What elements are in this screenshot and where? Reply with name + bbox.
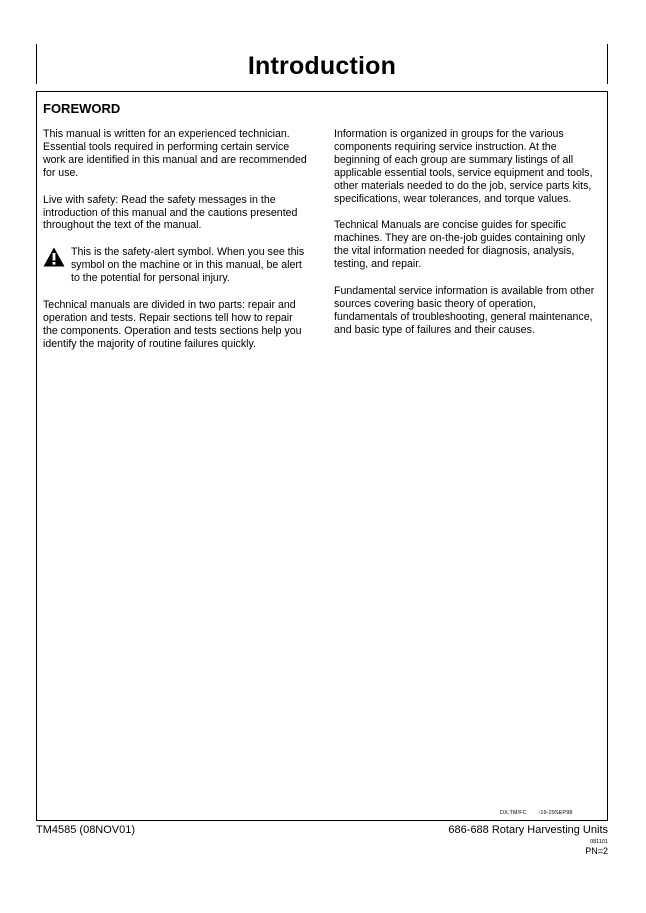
section-title: FOREWORD [43,101,121,116]
paragraph: Live with safety: Read the safety messages in the introduction of this manual and the cautions presented throughout the text of the manual. [43,193,298,232]
safety-alert-text: This is the safety-alert symbol. When you see this symbol on the machine or in this manual, be alert to the potential for personal injury. [71,246,305,285]
paragraph: Technical manuals are divided in two parts: repair and operation and tests. Repair sections tell how to repair the components. Operation and tests sections help you identify the majority of routine failures quickly. [43,299,302,350]
footer-manual-id: TM4585 (08NOV01) [36,824,136,836]
footer-reference-code: DX,TM/FC -19-29SEP98 [500,810,573,816]
paragraph: Technical Manuals are concise guides for specific machines. They are on-the-job guides containing only the vital information needed for diagnosis, analysis, testing, and repair. [334,219,586,271]
page-title: Introduction [247,52,397,80]
safety-alert [43,246,308,285]
footer-manual-title: 686-688 Rotary Harvesting Units [448,824,608,836]
paragraph: This manual is written for an experienced technician. Essential tools required in performing certain service work are identified in this manual and are recommended for use. [43,128,307,179]
left-column [43,128,308,365]
paragraph: Information is organized in groups for the various components requiring service instruction. At the beginning of each group are summary listings of all applicable essential tools, service equipment and tools, other materials needed to do the job, service parts kits, specifications, wear tolerances, and torque values. [334,128,593,205]
paragraph: Fundamental service information is available from other sources covering basic theory of operation, fundamentals of troubleshooting, general maintenance, and basic type of failures and their causes. [334,285,595,336]
footer-date: 081101 [590,839,608,845]
warning-triangle-icon [43,247,67,271]
right-column [334,128,599,351]
footer-page-number: PN=2 [585,846,608,856]
